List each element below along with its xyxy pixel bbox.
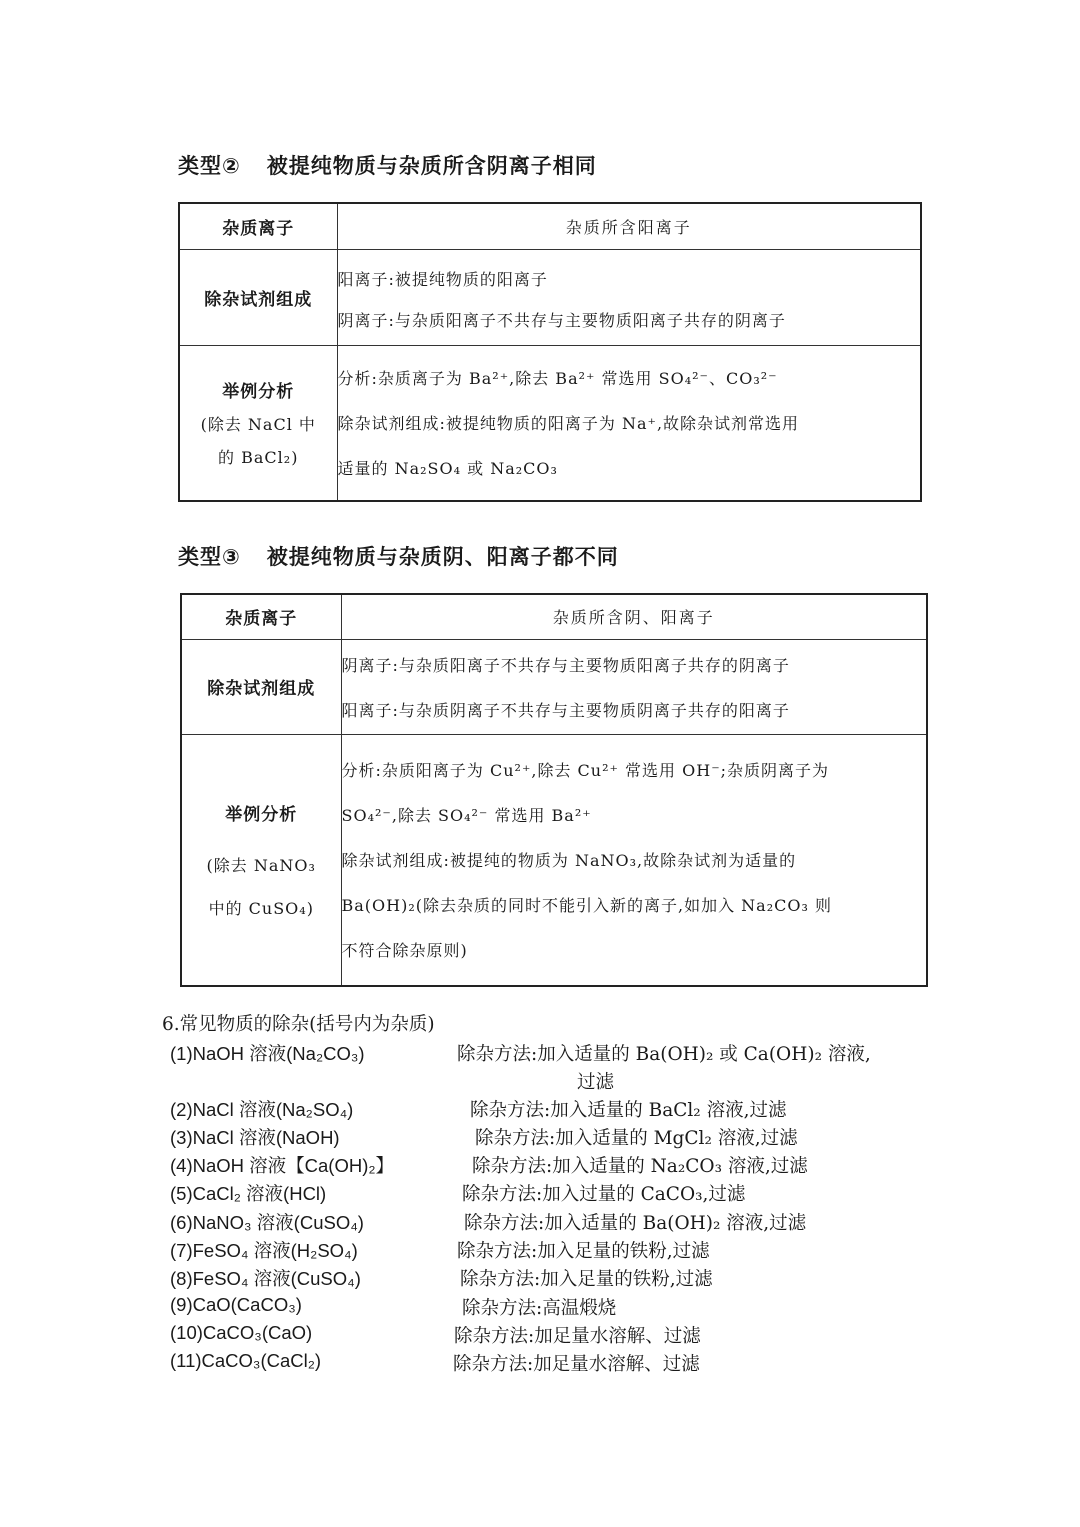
type3-heading (178, 541, 619, 571)
type2-impurity-ion-label: 杂质离子 (179, 203, 337, 249)
list-item-method: 除杂方法:加入足量的铁粉,过滤 (457, 1241, 710, 1262)
type3-example-line: Ba(OH)₂(除去杂质的同时不能引入新的离子,如加入 Na₂CO₃ 则 (341, 896, 832, 916)
type2-table (178, 202, 922, 502)
type2-example-label: 举例分析 (222, 382, 295, 403)
type2-example-line: 适量的 Na₂SO₄ 或 Na₂CO₃ (337, 459, 558, 479)
type3-example-content (341, 734, 927, 986)
type2-heading-text: 被提纯物质与杂质所含阴离子相同 (266, 154, 597, 178)
type3-example-sub: 中的 CuSO₄) (208, 899, 314, 919)
table-row (181, 594, 927, 639)
type3-reagent-line: 阳离子:与杂质阴离子不共存与主要物质阴离子共存的阳离子 (341, 700, 790, 720)
list-item-method: 除杂方法:加足量水溶解、过滤 (454, 1326, 701, 1347)
list-item-method-continuation: 过滤 (577, 1072, 615, 1093)
type3-example-line: 除杂试剂组成:被提纯的物质为 NaNO₃,故除杂试剂为适量的 (341, 851, 797, 871)
type2-example-content (337, 345, 921, 501)
list-item-substance: (5)CaCl₂ 溶液(HCl) (170, 1183, 327, 1204)
list-item-substance: (11)CaCO₃(CaCl₂) (170, 1350, 322, 1371)
type2-example-sub: 的 BaCl₂) (218, 448, 299, 468)
type3-example-label: 举例分析 (225, 805, 298, 826)
type2-example-line: 分析:杂质离子为 Ba²⁺,除去 Ba²⁺ 常选用 SO₄²⁻、CO₃²⁻ (337, 369, 778, 389)
type2-heading (178, 150, 597, 180)
type3-impurity-ion-label: 杂质离子 (181, 594, 341, 639)
list-item-substance: (3)NaCl 溶液(NaOH) (170, 1127, 340, 1148)
type2-reagent-line: 阴离子:与杂质阳离子不共存与主要物质阳离子共存的阴离子 (337, 311, 786, 330)
list-item-method: 除杂方法:加足量水溶解、过滤 (453, 1354, 700, 1375)
list-item-substance: (1)NaOH 溶液(Na₂CO₃) (170, 1043, 365, 1064)
list-item-substance: (10)CaCO₃(CaO) (170, 1322, 313, 1343)
common-list-title: 6.常见物质的除杂(括号内为杂质) (162, 1014, 435, 1035)
type3-example-sub: (除去 NaNO₃ (206, 856, 316, 876)
list-item-method: 除杂方法:加入适量的 BaCl₂ 溶液,过滤 (470, 1100, 787, 1121)
list-item-substance: (4)NaOH 溶液【Ca(OH)₂】 (170, 1155, 395, 1176)
type2-reagent-label: 除杂试剂组成 (179, 249, 337, 345)
table-row (181, 734, 927, 986)
type3-reagent-label: 除杂试剂组成 (181, 639, 341, 734)
type3-heading-label: 类型③ (178, 545, 241, 569)
type2-reagent-line: 阳离子:被提纯物质的阳离子 (337, 270, 548, 289)
table-row (181, 639, 927, 734)
type3-reagent-content (341, 639, 927, 734)
list-item-substance: (9)CaO(CaCO₃) (170, 1294, 302, 1315)
type3-table (180, 593, 928, 987)
type2-reagent-content (337, 249, 921, 345)
table-row (179, 345, 921, 501)
type3-reagent-line: 阴离子:与杂质阳离子不共存与主要物质阳离子共存的阴离子 (341, 655, 790, 675)
list-item-substance: (7)FeSO₄ 溶液(H₂SO₄) (170, 1240, 358, 1261)
list-item-method: 除杂方法:高温煅烧 (462, 1298, 617, 1319)
type3-example-line: 分析:杂质阳离子为 Cu²⁺,除去 Cu²⁺ 常选用 OH⁻;杂质阴离子为 (341, 761, 830, 781)
type3-example-label-cell (181, 734, 341, 986)
type3-example-line: SO₄²⁻,除去 SO₄²⁻ 常选用 Ba²⁺ (341, 806, 592, 826)
list-item-method: 除杂方法:加入过量的 CaCO₃,过滤 (462, 1184, 746, 1205)
list-item-substance: (8)FeSO₄ 溶液(CuSO₄) (170, 1268, 361, 1289)
list-item-method: 除杂方法:加入适量的 Ba(OH)₂ 或 Ca(OH)₂ 溶液, (457, 1044, 871, 1065)
type3-example-line: 不符合除杂原则) (341, 941, 468, 961)
type2-impurity-ion-value: 杂质所含阳离子 (337, 203, 921, 249)
table-row (179, 203, 921, 249)
type2-example-label-cell (179, 345, 337, 501)
list-item-method: 除杂方法:加入适量的 Na₂CO₃ 溶液,过滤 (472, 1156, 808, 1177)
list-item-method: 除杂方法:加入适量的 Ba(OH)₂ 溶液,过滤 (464, 1213, 807, 1234)
list-item-substance: (6)NaNO₃ 溶液(CuSO₄) (170, 1212, 364, 1233)
type3-heading-text: 被提纯物质与杂质阴、阳离子都不同 (266, 545, 619, 569)
type2-heading-label: 类型② (178, 154, 241, 178)
table-row (179, 249, 921, 345)
type2-example-line: 除杂试剂组成:被提纯物质的阳离子为 Na⁺,故除杂试剂常选用 (337, 414, 800, 434)
type3-impurity-ion-value: 杂质所含阴、阳离子 (341, 594, 927, 639)
list-item-method: 除杂方法:加入足量的铁粉,过滤 (460, 1269, 713, 1290)
list-item-substance: (2)NaCl 溶液(Na₂SO₄) (170, 1099, 354, 1120)
list-item-method: 除杂方法:加入适量的 MgCl₂ 溶液,过滤 (475, 1128, 798, 1149)
type2-example-sub: (除去 NaCl 中 (200, 415, 316, 435)
